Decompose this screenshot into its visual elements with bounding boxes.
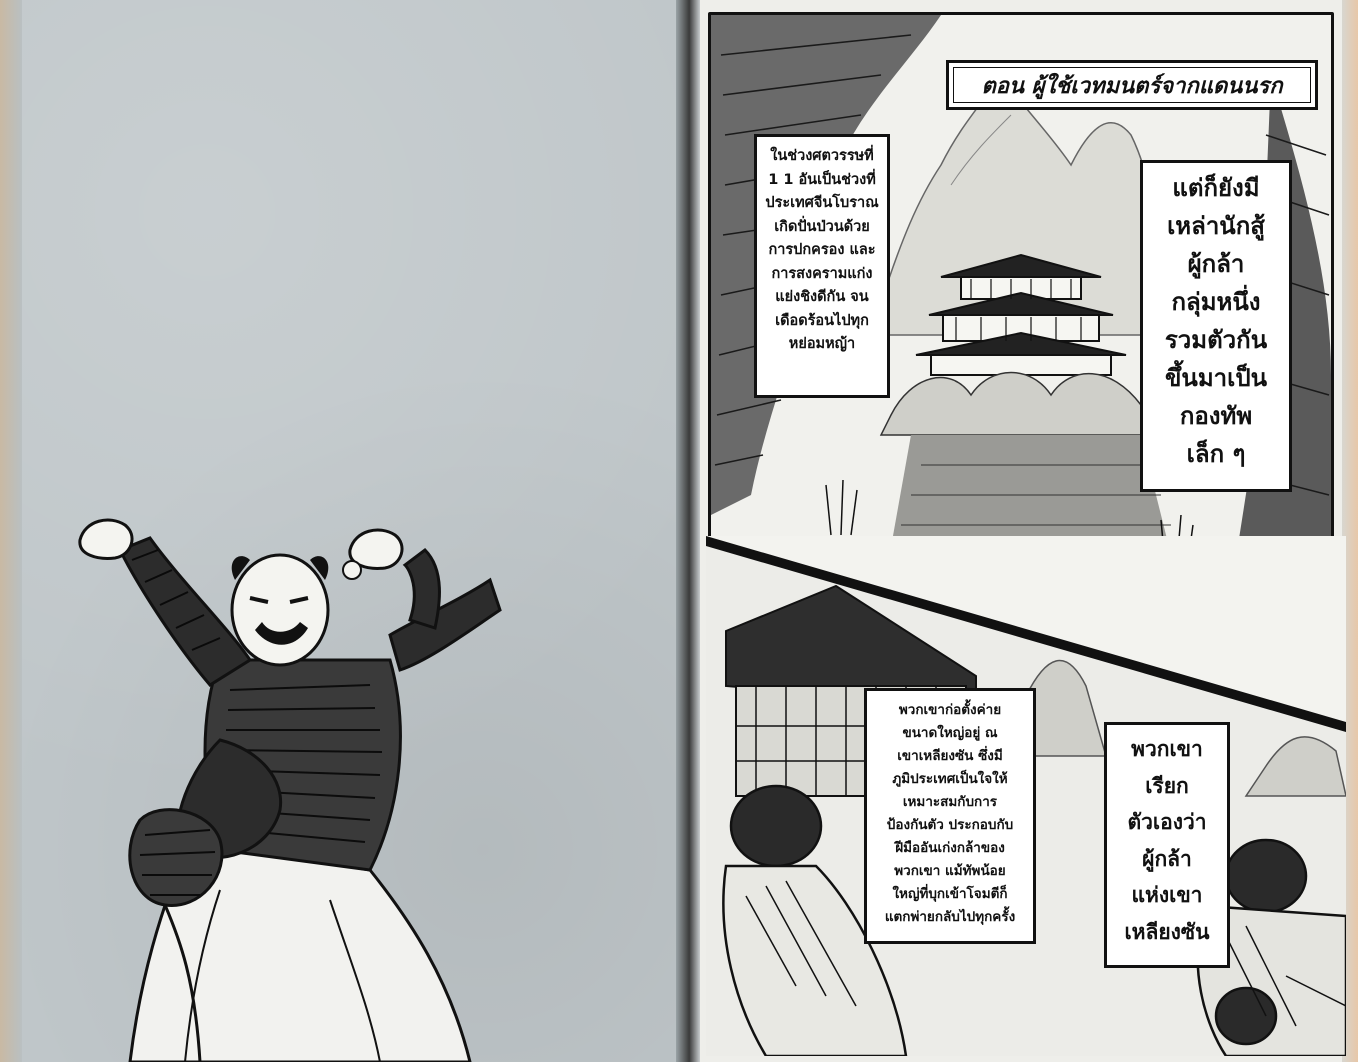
caption-heroes: แต่ก็ยังมี เหล่านักสู้ ผู้กล้า กลุ่มหนึ่ง รวมตัวกัน ขึ้นมาเป็น กองทัพ เล็ก ๆ — [1140, 160, 1292, 492]
dancing-man-illustration — [70, 510, 540, 1062]
right-page — [700, 0, 1358, 1062]
caption-name: พวกเขา เรียก ตัวเองว่า ผู้กล้า แห่งเขา เหลียงซัน — [1104, 722, 1230, 968]
caption-intro: ในช่วงศตวรรษที่ 1 1 อันเป็นช่วงที่ ประเทศจีนโบราณ เกิดปั่นป่วนด้วย การปกครอง และ การสงครามแก่ง แย่งชิงดีกัน จน เดือดร้อนไปทุก หย่อมหญ้า — [754, 134, 890, 398]
caption-camp: พวกเขาก่อตั้งค่าย ขนาดใหญ่อยู่ ณ เขาเหลียงซัน ซึ่งมี ภูมิประเทศเป็นใจให้ เหมาะสมกับการ ป้องกันตัว ประกอบกับ ฝีมืออันเก่งกล้าของ พวกเขา แม้ทัพน้อย ใหญ่ที่บุกเข้าโจมตีก็ แตกพ่ายกลับไปทุกครั้ง — [864, 688, 1036, 944]
book-gutter — [676, 0, 700, 1062]
page-edge — [0, 0, 22, 1062]
chapter-title: ตอน ผู้ใช้เวทมนตร์จากแดนนรก — [953, 67, 1311, 103]
chapter-title-box — [946, 60, 1318, 110]
